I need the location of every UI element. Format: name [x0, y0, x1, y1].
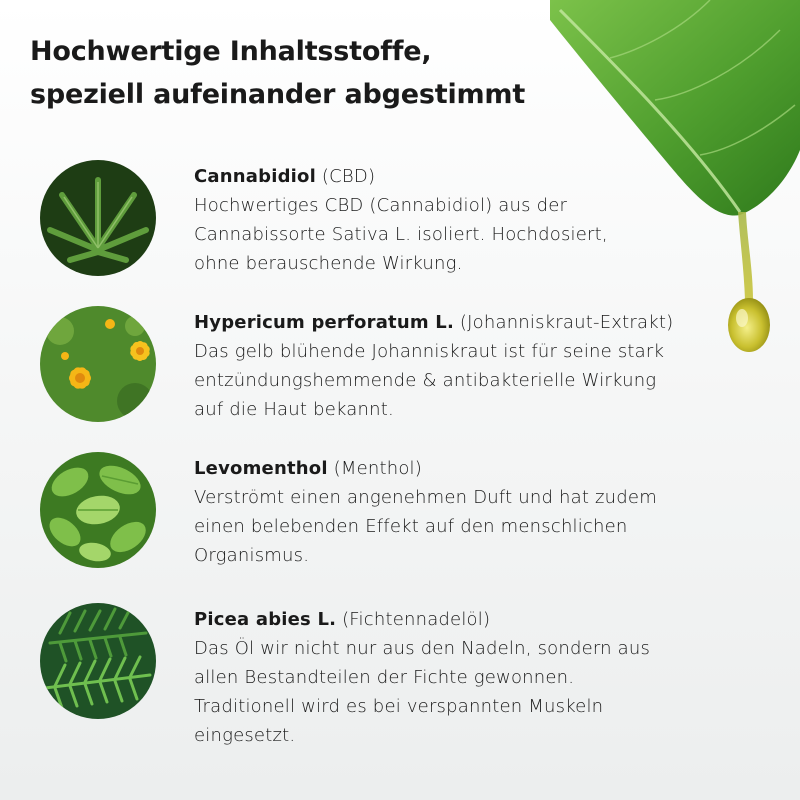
ingredient-title	[194, 454, 754, 483]
ingredient-text	[194, 162, 754, 278]
ingredient-levomenthol	[40, 452, 780, 572]
ingredient-description-line: allen Bestandteilen der Fichte gewonnen.	[194, 667, 575, 688]
ingredient-description-line: Verströmt einen angenehmen Duft und hat zudem	[194, 487, 657, 508]
ingredient-hypericum	[40, 306, 780, 426]
ingredient-description-line: Traditionell wird es bei verspannten Muskeln	[194, 696, 604, 717]
ingredient-description-line: einen belebenden Effekt auf den menschlichen	[194, 516, 628, 537]
ingredient-cannabidiol	[40, 160, 780, 280]
ingredient-name: Picea abies L.	[194, 609, 337, 630]
ingredient-description-line: Hochwertiges CBD (Cannabidiol) aus der	[194, 195, 568, 216]
ingredient-title	[194, 162, 754, 191]
ingredient-subname: (CBD)	[321, 166, 376, 187]
ingredient-text	[194, 454, 754, 570]
cannabis-leaf-image	[40, 160, 156, 276]
ingredient-name: Levomenthol	[194, 458, 328, 479]
ingredient-description-line: ohne berauschende Wirkung.	[194, 253, 463, 274]
ingredient-subname: (Fichtennadelöl)	[342, 609, 491, 630]
headline-line-2: speziell aufeinander abgestimmt	[30, 79, 526, 110]
ingredient-description-line: eingesetzt.	[194, 725, 296, 746]
ingredient-title	[194, 605, 754, 634]
ingredient-text	[194, 605, 754, 750]
headline-line-1: Hochwertige Inhaltsstoffe,	[30, 36, 432, 67]
ingredient-name: Cannabidiol	[194, 166, 316, 187]
ingredient-description-line: entzündungshemmende & antibakterielle Wirkung	[194, 370, 657, 391]
ingredient-name: Hypericum perforatum L.	[194, 312, 454, 333]
ingredient-picea-abies	[40, 603, 780, 746]
ingredient-title	[194, 308, 754, 337]
mint-leaves-image	[40, 452, 156, 568]
ingredient-subname: (Johanniskraut-Extrakt)	[459, 312, 674, 333]
st-johns-wort-image	[40, 306, 156, 422]
ingredient-description-line: Organismus.	[194, 545, 310, 566]
ingredient-description-line: Das Öl wir nicht nur aus den Nadeln, sondern aus	[194, 638, 651, 659]
headline	[30, 30, 590, 116]
spruce-needles-image	[40, 603, 156, 719]
ingredient-description-line: Das gelb blühende Johanniskraut ist für seine stark	[194, 341, 665, 362]
ingredient-subname: (Menthol)	[333, 458, 422, 479]
ingredient-description-line: auf die Haut bekannt.	[194, 399, 394, 420]
ingredient-description-line: Cannabissorte Sativa L. isoliert. Hochdosiert,	[194, 224, 608, 245]
ingredient-text	[194, 308, 754, 424]
